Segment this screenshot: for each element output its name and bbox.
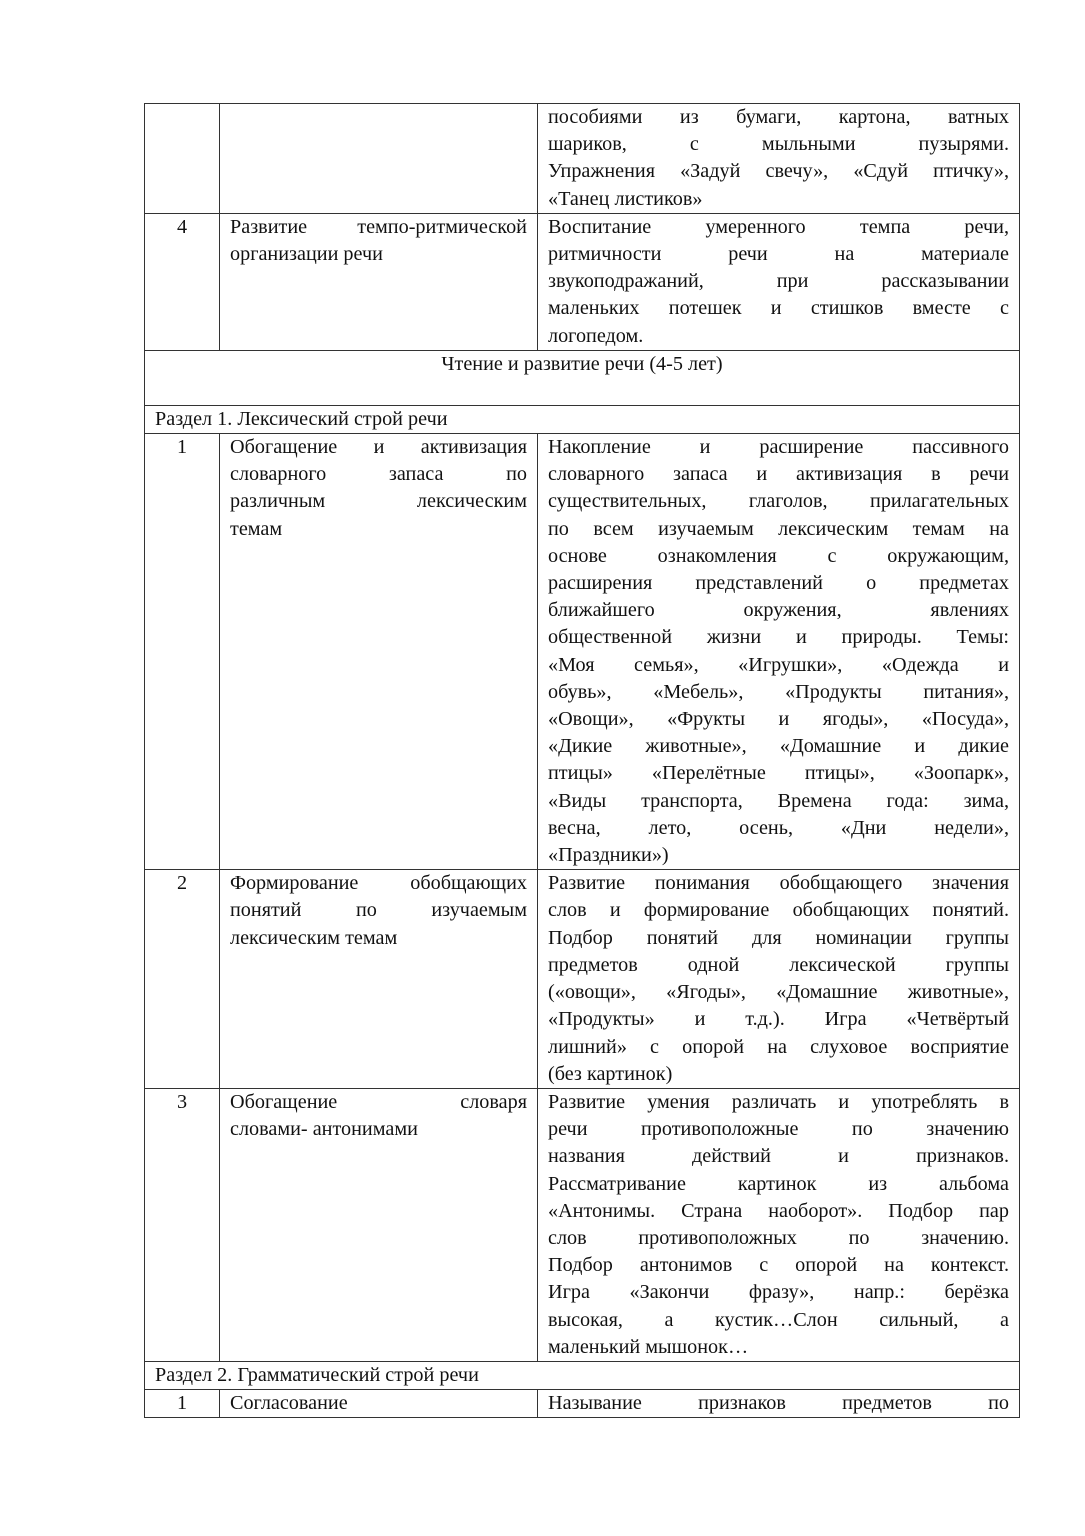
text-line: Накопление и расширение пассивного — [548, 436, 1009, 459]
text-line: «Танец листиков» — [548, 187, 703, 210]
text-line: Подбор понятий для номинации группы — [548, 926, 1009, 949]
text-line: Воспитание умеренного темпа речи, — [548, 215, 1009, 238]
lesson-plan-table — [144, 103, 1020, 1418]
text-line: логопедом. — [548, 324, 644, 347]
row-number-cell: 1 — [145, 434, 220, 870]
age-group-heading: Чтение и развитие речи (4-5 лет) — [145, 350, 1020, 405]
text-line: организации речи — [230, 243, 383, 266]
topic-cell — [220, 104, 538, 214]
text-line: Развитие умения различать и употреблять в — [548, 1090, 1009, 1113]
text-line: расширения представлений о предметах — [548, 572, 1009, 595]
text-line: «Продукты» и т.д.). Игра «Четвёртый — [548, 1008, 1009, 1031]
text-line: общественной жизни и природы. Темы: — [548, 626, 1009, 649]
text-line: словарного запаса и активизация в речи — [548, 463, 1009, 486]
table-row — [145, 104, 1020, 214]
text-line: различным лексическим — [230, 490, 527, 513]
description-cell — [538, 213, 1020, 350]
section-title: Раздел 1. Лексический строй речи — [145, 405, 1020, 433]
text-line: существительных, глаголов, прилагательных — [548, 490, 1009, 513]
text-line: обувь», «Мебель», «Продукты питания», — [548, 680, 1009, 703]
text-line: «Моя семья», «Игрушки», «Одежда и — [548, 653, 1009, 676]
text-line: («овощи», «Ягоды», «Домашние животные», — [548, 981, 1009, 1004]
text-line: слов противоположных по значению. — [548, 1226, 1009, 1249]
text-line: Формирование обобщающих — [230, 872, 527, 895]
text-line: предметов одной лексической группы — [548, 953, 1009, 976]
topic-cell — [220, 870, 538, 1089]
text-line: (без картинок) — [548, 1062, 673, 1085]
topic-cell — [220, 434, 538, 870]
topic-cell — [220, 213, 538, 350]
text-line: весна, лето, осень, «Дни недели», — [548, 816, 1009, 839]
text-line: речи противоположные по значению — [548, 1118, 1009, 1141]
table-row — [145, 350, 1020, 405]
text-line: Развитие темпо-ритмической — [230, 215, 527, 238]
table-row — [145, 870, 1020, 1089]
text-line: ближайшего окружения, явлениях — [548, 599, 1009, 622]
description-cell — [538, 434, 1020, 870]
table-row — [145, 1088, 1020, 1361]
text-line: птицы» «Перелётные птицы», «Зоопарк», — [548, 762, 1009, 785]
text-line: Согласование — [230, 1392, 348, 1415]
row-number-cell — [145, 104, 220, 214]
text-line: Называние признаков предметов по — [548, 1392, 1009, 1415]
row-number-cell: 2 — [145, 870, 220, 1089]
text-line: «Праздники») — [548, 844, 669, 867]
text-line: «Дикие животные», «Домашние и дикие — [548, 735, 1009, 758]
description-cell — [538, 1088, 1020, 1361]
text-line: «Овощи», «Фрукты и ягоды», «Посуда», — [548, 708, 1009, 731]
table-row — [145, 213, 1020, 350]
text-line: названия действий и признаков. — [548, 1145, 1009, 1168]
text-line: словами- антонимами — [230, 1118, 418, 1141]
text-line: Развитие понимания обобщающего значения — [548, 872, 1009, 895]
text-line: темам — [230, 517, 283, 540]
table-row — [145, 405, 1020, 433]
table-row — [145, 1390, 1020, 1418]
row-number-cell: 1 — [145, 1390, 220, 1418]
text-line: маленький мышонок… — [548, 1335, 749, 1358]
text-line: «Виды транспорта, Времена года: зима, — [548, 789, 1009, 812]
text-line: лишний» с опорой на слуховое восприятие — [548, 1035, 1009, 1058]
row-number-cell: 3 — [145, 1088, 220, 1361]
description-cell — [538, 870, 1020, 1089]
text-line: звукоподражаний, при рассказывании — [548, 270, 1009, 293]
text-line: словарного запаса по — [230, 463, 527, 486]
text-line: Упражнения «Задуй свечу», «Сдуй птичку», — [548, 160, 1009, 183]
description-cell — [538, 1390, 1020, 1418]
text-line: «Антонимы. Страна наоборот». Подбор пар — [548, 1199, 1009, 1222]
topic-cell — [220, 1390, 538, 1418]
text-line: Обогащение и активизация — [230, 436, 527, 459]
table-row — [145, 434, 1020, 870]
text-line: ритмичности речи на материале — [548, 243, 1009, 266]
text-line: маленьких потешек и стишков вместе с — [548, 297, 1009, 320]
text-line: по всем изучаемым лексическим темам на — [548, 517, 1009, 540]
text-line: лексическим темам — [230, 926, 398, 949]
text-line: пособиями из бумаги, картона, ватных — [548, 106, 1009, 128]
text-line: Обогащение словаря — [230, 1090, 527, 1113]
text-line: высокая, а кустик…Слон сильный, а — [548, 1308, 1009, 1331]
text-line: шариков, с мыльными пузырями. — [548, 133, 1009, 156]
description-cell — [538, 104, 1020, 214]
text-line: слов и формирование обобщающих понятий. — [548, 899, 1009, 922]
text-line: Подбор антонимов с опорой на контекст. — [548, 1254, 1009, 1277]
topic-cell — [220, 1088, 538, 1361]
row-number-cell: 4 — [145, 213, 220, 350]
text-line: понятий по изучаемым — [230, 899, 527, 922]
table-row — [145, 1361, 1020, 1389]
text-line: Игра «Закончи фразу», напр.: берёзка — [548, 1281, 1009, 1304]
text-line: основе ознакомления с окружающим, — [548, 544, 1009, 567]
section-title: Раздел 2. Грамматический строй речи — [145, 1361, 1020, 1389]
text-line: Рассматривание картинок из альбома — [548, 1172, 1009, 1195]
